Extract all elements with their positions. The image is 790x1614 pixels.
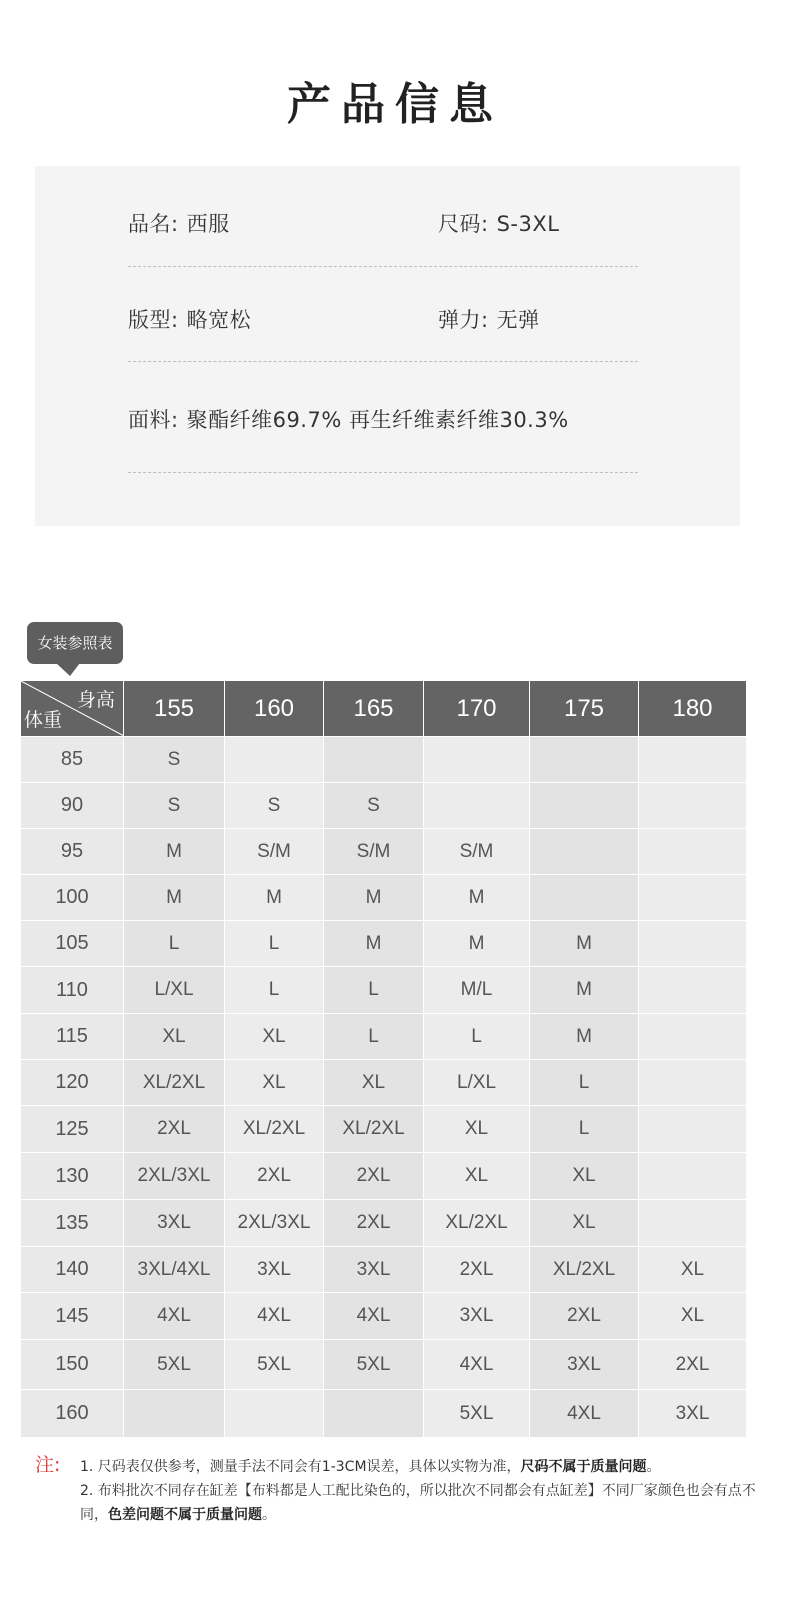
size-cell: 4XL	[124, 1293, 225, 1340]
size-cell	[424, 783, 530, 829]
size-cell: 3XL	[124, 1200, 225, 1247]
size-cell: XL	[124, 1014, 225, 1060]
size-cell: M	[324, 875, 424, 921]
note-line-2: 2. 布料批次不同存在缸差【布料都是人工配比染色的，所以批次不同都会有点缸差】不同厂家颜色也会有点不同，色差问题不属于质量问题。	[80, 1483, 756, 1523]
size-cell: 5XL	[424, 1390, 530, 1438]
size-cell: 5XL	[324, 1340, 424, 1390]
table-row	[21, 1390, 747, 1438]
weight-cell: 135	[21, 1200, 124, 1247]
divider	[128, 472, 638, 473]
size-cell	[639, 875, 747, 921]
size-cell: 4XL	[324, 1293, 424, 1340]
table-row	[21, 1200, 747, 1247]
size-cell: 5XL	[124, 1340, 225, 1390]
weight-cell: 110	[21, 967, 124, 1014]
size-cell	[639, 1014, 747, 1060]
table-header-row	[21, 681, 747, 737]
size-cell: XL	[530, 1200, 639, 1247]
size-cell: 3XL	[324, 1247, 424, 1293]
size-cell: 2XL	[324, 1153, 424, 1200]
table-row	[21, 737, 747, 783]
weight-cell: 100	[21, 875, 124, 921]
size-cell: L	[530, 1106, 639, 1153]
size-cell: 4XL	[530, 1390, 639, 1438]
size-cell: XL	[530, 1153, 639, 1200]
size-cell: 3XL	[639, 1390, 747, 1438]
size-cell: XL/2XL	[424, 1200, 530, 1247]
size-cell	[639, 1106, 747, 1153]
size-cell: XL	[639, 1293, 747, 1340]
weight-cell: 130	[21, 1153, 124, 1200]
product-fit: 版型: 略宽松	[128, 308, 252, 332]
weight-cell: 125	[21, 1106, 124, 1153]
table-row	[21, 1153, 747, 1200]
table-row	[21, 1340, 747, 1390]
height-axis-label: 身高	[76, 690, 115, 711]
corner-header-cell	[21, 681, 124, 737]
table-row	[21, 921, 747, 967]
size-cell: 2XL	[639, 1340, 747, 1390]
table-row	[21, 783, 747, 829]
size-cell: S	[324, 783, 424, 829]
size-cell: M	[124, 829, 225, 875]
size-cell: L	[124, 921, 225, 967]
size-cell	[639, 1153, 747, 1200]
product-elasticity: 弹力: 无弹	[438, 308, 540, 332]
size-cell: M	[324, 921, 424, 967]
size-cell: XL	[424, 1153, 530, 1200]
size-cell: M	[424, 921, 530, 967]
size-cell	[639, 1060, 747, 1106]
weight-cell: 90	[21, 783, 124, 829]
product-info-panel	[35, 166, 740, 526]
size-cell	[530, 737, 639, 783]
weight-cell: 95	[21, 829, 124, 875]
weight-cell: 145	[21, 1293, 124, 1340]
badge-pointer	[56, 663, 80, 676]
size-cell: 3XL	[530, 1340, 639, 1390]
size-cell	[225, 737, 324, 783]
size-cell: L/XL	[124, 967, 225, 1014]
size-cell: XL	[225, 1014, 324, 1060]
table-row	[21, 875, 747, 921]
size-cell: L	[324, 1014, 424, 1060]
size-cell: M	[225, 875, 324, 921]
page-title: 产品信息	[287, 79, 503, 130]
size-cell: S	[225, 783, 324, 829]
size-cell	[530, 783, 639, 829]
size-cell	[639, 1200, 747, 1247]
height-header-180: 180	[639, 681, 747, 737]
product-name: 品名: 西服	[128, 212, 230, 236]
size-cell: XL	[225, 1060, 324, 1106]
size-cell: S/M	[424, 829, 530, 875]
size-cell: L/XL	[424, 1060, 530, 1106]
size-cell: XL	[424, 1106, 530, 1153]
size-cell	[639, 783, 747, 829]
size-cell: M	[124, 875, 225, 921]
note-line-1: 1. 尺码表仅供参考，测量手法不同会有1-3CM误差，具体以实物为准，尺码不属于质量问题。	[80, 1459, 661, 1475]
size-cell: 2XL	[124, 1106, 225, 1153]
height-header-160: 160	[225, 681, 324, 737]
size-cell: S/M	[324, 829, 424, 875]
size-cell: 4XL	[424, 1340, 530, 1390]
height-header-175: 175	[530, 681, 639, 737]
size-cell: 2XL/3XL	[225, 1200, 324, 1247]
size-cell	[639, 737, 747, 783]
size-cell: L	[225, 967, 324, 1014]
size-cell: S/M	[225, 829, 324, 875]
size-cell	[639, 967, 747, 1014]
size-cell: XL/2XL	[225, 1106, 324, 1153]
size-cell: XL	[639, 1247, 747, 1293]
size-cell: M/L	[424, 967, 530, 1014]
size-cell: 5XL	[225, 1340, 324, 1390]
size-cell	[124, 1390, 225, 1438]
note-mark: 注:	[35, 1454, 61, 1476]
size-cell: M	[424, 875, 530, 921]
weight-cell: 85	[21, 737, 124, 783]
size-cell	[639, 921, 747, 967]
table-row	[21, 1106, 747, 1153]
table-row	[21, 967, 747, 1014]
table-row	[21, 1247, 747, 1293]
size-cell: 2XL	[324, 1200, 424, 1247]
size-cell: S	[124, 737, 225, 783]
info-row-name-size	[128, 208, 628, 248]
size-chart-badge: 女装参照表	[27, 622, 123, 664]
size-cell: 3XL	[225, 1247, 324, 1293]
size-cell: L	[225, 921, 324, 967]
size-cell: L	[424, 1014, 530, 1060]
size-cell: M	[530, 1014, 639, 1060]
table-row	[21, 1060, 747, 1106]
size-cell: 2XL/3XL	[124, 1153, 225, 1200]
weight-axis-label: 体重	[24, 710, 63, 731]
size-cell	[639, 829, 747, 875]
divider	[128, 361, 638, 362]
weight-cell: 105	[21, 921, 124, 967]
weight-cell: 160	[21, 1390, 124, 1438]
size-cell: L	[530, 1060, 639, 1106]
weight-cell: 150	[21, 1340, 124, 1390]
product-fabric: 面料: 聚酯纤维69.7% 再生纤维素纤维30.3%	[128, 408, 569, 432]
weight-cell: 140	[21, 1247, 124, 1293]
size-cell: 2XL	[225, 1153, 324, 1200]
size-cell: XL	[324, 1060, 424, 1106]
table-row	[21, 1014, 747, 1060]
height-header-155: 155	[124, 681, 225, 737]
size-cell	[530, 829, 639, 875]
table-row	[21, 829, 747, 875]
size-cell: 2XL	[424, 1247, 530, 1293]
size-cell	[424, 737, 530, 783]
size-cell	[225, 1390, 324, 1438]
info-row-fit-elasticity	[128, 304, 628, 344]
size-cell: M	[530, 921, 639, 967]
size-cell: 3XL/4XL	[124, 1247, 225, 1293]
size-cell: M	[530, 967, 639, 1014]
size-cell: 3XL	[424, 1293, 530, 1340]
size-cell: XL/2XL	[530, 1247, 639, 1293]
table-body	[21, 737, 747, 1438]
divider	[128, 266, 638, 267]
size-cell	[530, 875, 639, 921]
size-cell	[324, 1390, 424, 1438]
table-row	[21, 1293, 747, 1340]
weight-cell: 120	[21, 1060, 124, 1106]
size-cell: 2XL	[530, 1293, 639, 1340]
size-range: 尺码: S-3XL	[438, 212, 560, 236]
size-cell: S	[124, 783, 225, 829]
info-row-fabric	[128, 404, 628, 444]
weight-cell: 115	[21, 1014, 124, 1060]
height-header-165: 165	[324, 681, 424, 737]
height-header-170: 170	[424, 681, 530, 737]
size-reference-table	[20, 680, 747, 1438]
size-cell: XL/2XL	[124, 1060, 225, 1106]
size-cell: L	[324, 967, 424, 1014]
size-cell: 4XL	[225, 1293, 324, 1340]
size-cell: XL/2XL	[324, 1106, 424, 1153]
size-cell	[324, 737, 424, 783]
